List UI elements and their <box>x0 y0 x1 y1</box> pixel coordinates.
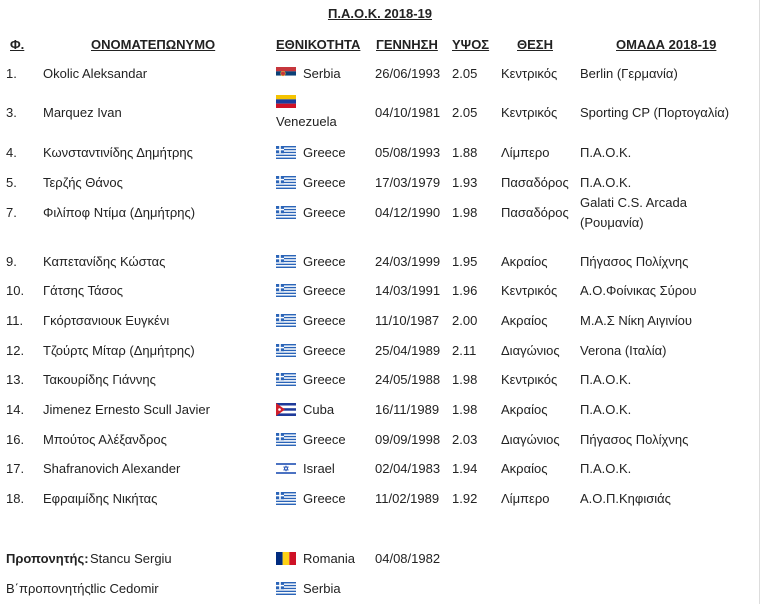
player-team: Πήγασος Πολίχνης <box>580 254 689 269</box>
player-birthdate: 26/06/1993 <box>375 66 441 81</box>
player-birthdate: 17/03/1979 <box>375 175 441 190</box>
greece-flag-icon <box>276 344 296 357</box>
player-country: Greece <box>303 343 346 358</box>
player-country: Greece <box>303 254 346 269</box>
player-name: Jimenez Ernesto Scull Javier <box>43 402 210 417</box>
player-birthdate: 25/04/1989 <box>375 343 441 358</box>
staff-country: Serbia <box>303 581 341 596</box>
player-number: 16. <box>6 432 25 447</box>
player-position: Πασαδόρος <box>501 175 569 190</box>
player-number: 13. <box>6 372 25 387</box>
player-number: 3. <box>6 105 17 120</box>
player-height: 2.05 <box>452 105 478 120</box>
player-team: Berlin (Γερμανία) <box>580 66 678 81</box>
player-birthdate: 24/03/1999 <box>375 254 441 269</box>
player-country: Serbia <box>303 66 341 81</box>
greece-flag-icon <box>276 206 296 219</box>
header-birth: ΓΕΝΝΗΣΗ <box>376 37 438 52</box>
player-height: 1.88 <box>452 145 478 160</box>
player-team: Α.Ο.Φοίνικας Σύρου <box>580 283 697 298</box>
player-team: Π.Α.Ο.Κ. <box>580 145 632 160</box>
header-nationality: ΕΘΝΙΚΟΤΗΤΑ <box>276 37 361 52</box>
player-team: Α.Ο.Π.Κηφισιάς <box>580 491 671 506</box>
header-number: Φ. <box>10 37 25 52</box>
player-position: Ακραίος <box>501 461 548 476</box>
player-birthdate: 16/11/1989 <box>375 402 440 417</box>
player-birthdate: 04/12/1990 <box>375 205 441 220</box>
player-height: 2.03 <box>452 432 478 447</box>
player-height: 1.98 <box>452 372 478 387</box>
player-number: 9. <box>6 254 17 269</box>
player-number: 4. <box>6 145 17 160</box>
player-country: Greece <box>303 372 346 387</box>
player-country: Greece <box>303 313 346 328</box>
player-name: Μπούτος Αλέξανδρος <box>43 432 167 447</box>
player-name: Γκόρτσανιουκ Ευγκένι <box>43 313 170 328</box>
staff-name: Ilic Cedomir <box>90 581 159 596</box>
player-position: Διαγώνιος <box>501 343 560 358</box>
player-position: Πασαδόρος <box>501 205 569 220</box>
player-team: Π.Α.Ο.Κ. <box>580 461 632 476</box>
player-birthdate: 11/02/1989 <box>375 491 440 506</box>
player-position: Διαγώνιος <box>501 432 560 447</box>
player-number: 11. <box>6 313 24 328</box>
player-number: 5. <box>6 175 17 190</box>
player-number: 12. <box>6 343 25 358</box>
player-height: 1.96 <box>452 283 478 298</box>
player-height: 2.00 <box>452 313 478 328</box>
player-number: 17. <box>6 461 25 476</box>
page-title: Π.Α.Ο.Κ. 2018-19 <box>327 6 433 21</box>
player-country: Israel <box>303 461 335 476</box>
greece-flag-icon <box>276 433 296 446</box>
player-position: Κεντρικός <box>501 66 558 81</box>
israel-flag-icon <box>276 462 296 475</box>
player-position: Λίμπερο <box>501 491 550 506</box>
player-name: Marquez Ivan <box>43 105 122 120</box>
header-name: ΟΝΟΜΑΤΕΠΩΝΥΜΟ <box>91 37 216 52</box>
player-height: 1.98 <box>452 205 478 220</box>
player-position: Κεντρικός <box>501 283 558 298</box>
player-number: 14. <box>6 402 25 417</box>
staff-country: Romania <box>303 551 356 566</box>
staff-role: Β΄προπονητής: <box>6 581 95 596</box>
player-team: Sporting CP (Πορτογαλία) <box>580 105 730 120</box>
player-birthdate: 24/05/1988 <box>375 372 441 387</box>
player-number: 1. <box>6 66 17 81</box>
romania-flag-icon <box>276 552 296 565</box>
player-position: Λίμπερο <box>501 145 550 160</box>
staff-name: Stancu Sergiu <box>90 551 172 566</box>
greece-flag-icon <box>276 492 296 505</box>
player-birthdate: 09/09/1998 <box>375 432 441 447</box>
staff-birthdate: 04/08/1982 <box>375 551 441 566</box>
player-name: Τερζής Θάνος <box>43 175 123 190</box>
greece-flag-icon <box>276 146 296 159</box>
player-team: Πήγασος Πολίχνης <box>580 432 689 447</box>
greece-flag-icon <box>276 284 296 297</box>
player-team: Verona (Ιταλία) <box>580 343 667 358</box>
player-team: Π.Α.Ο.Κ. <box>580 372 632 387</box>
player-country: Greece <box>303 145 346 160</box>
player-team-country: (Ρουμανία) <box>580 215 644 230</box>
player-name: Shafranovich Alexander <box>43 461 181 476</box>
greece-flag-icon <box>276 582 296 595</box>
staff-role: Προπονητής: <box>6 551 89 566</box>
player-name: Καπετανίδης Κώστας <box>43 254 166 269</box>
player-country: Greece <box>303 283 346 298</box>
player-position: Κεντρικός <box>501 372 558 387</box>
player-birthdate: 04/10/1981 <box>375 105 441 120</box>
header-team: ΟΜΑΔΑ 2018-19 <box>616 37 717 52</box>
player-height: 2.11 <box>452 343 477 358</box>
player-number: 7. <box>6 205 17 220</box>
player-team: Π.Α.Ο.Κ. <box>580 402 632 417</box>
player-birthdate: 02/04/1983 <box>375 461 441 476</box>
player-height: 2.05 <box>452 66 478 81</box>
player-name: Γάτσης Τάσος <box>43 283 124 298</box>
cuba-flag-icon <box>276 403 296 416</box>
player-country: Greece <box>303 491 346 506</box>
greece-flag-icon <box>276 255 296 268</box>
header-height: ΥΨΟΣ <box>452 37 490 52</box>
player-name: Κωνσταντινίδης Δημήτρης <box>43 145 193 160</box>
player-name: Τζούρτς Μίταρ (Δημήτρης) <box>43 343 195 358</box>
player-birthdate: 14/03/1991 <box>375 283 441 298</box>
player-position: Ακραίος <box>501 313 548 328</box>
player-name: Okolic Aleksandar <box>43 66 148 81</box>
header-position: ΘΕΣΗ <box>517 37 553 52</box>
player-country: Venezuela <box>276 114 337 129</box>
player-height: 1.98 <box>452 402 478 417</box>
player-birthdate: 11/10/1987 <box>375 313 440 328</box>
player-name: Εφραιμίδης Νικήτας <box>43 491 158 506</box>
player-birthdate: 05/08/1993 <box>375 145 441 160</box>
player-country: Cuba <box>303 402 335 417</box>
greece-flag-icon <box>276 373 296 386</box>
greece-flag-icon <box>276 176 296 189</box>
player-name: Τακουρίδης Γιάννης <box>43 372 156 387</box>
player-height: 1.92 <box>452 491 478 506</box>
player-name: Φιλίποφ Ντίμα (Δημήτρης) <box>43 205 196 220</box>
player-number: 18. <box>6 491 25 506</box>
player-position: Κεντρικός <box>501 105 558 120</box>
player-team: Π.Α.Ο.Κ. <box>580 175 632 190</box>
player-height: 1.94 <box>452 461 478 476</box>
player-position: Ακραίος <box>501 254 548 269</box>
player-team: Μ.Α.Σ Νίκη Αιγινίου <box>580 313 692 328</box>
greece-flag-icon <box>276 314 296 327</box>
venezuela-flag-icon <box>276 95 296 108</box>
player-country: Greece <box>303 432 346 447</box>
page-divider <box>759 0 760 604</box>
player-height: 1.95 <box>452 254 478 269</box>
player-country: Greece <box>303 175 346 190</box>
serbia-flag-icon <box>276 67 296 80</box>
player-country: Greece <box>303 205 346 220</box>
player-number: 10. <box>6 283 25 298</box>
player-team: Galati C.S. Arcada <box>580 195 687 210</box>
player-height: 1.93 <box>452 175 478 190</box>
player-position: Ακραίος <box>501 402 548 417</box>
